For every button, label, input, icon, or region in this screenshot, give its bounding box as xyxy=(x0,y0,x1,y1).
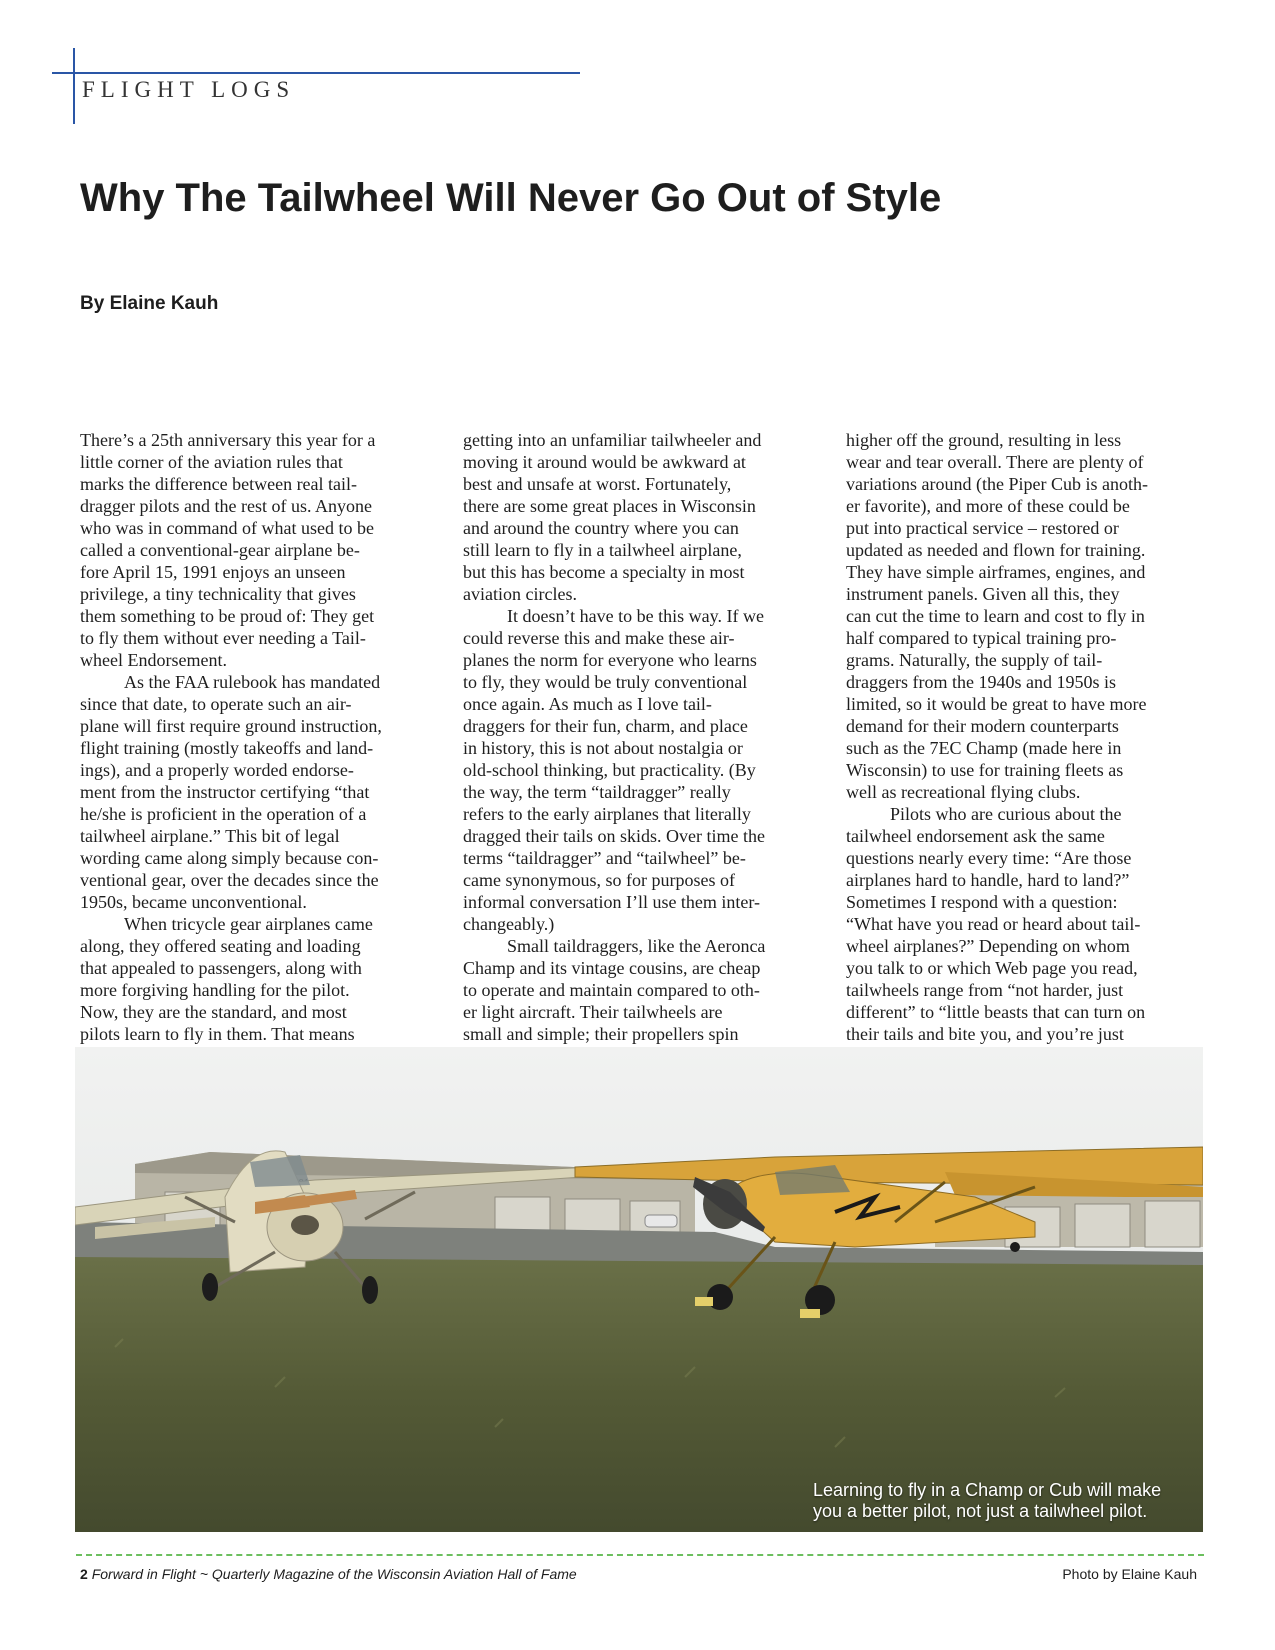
page-number: 2 xyxy=(80,1566,88,1582)
article-photo xyxy=(75,1047,1203,1532)
header-rule-vertical xyxy=(73,48,75,124)
text-column-3 xyxy=(846,429,1191,1045)
header-rule xyxy=(52,72,580,74)
text-column-2 xyxy=(463,429,808,1045)
paragraph: Small taildraggers, like the Aeronca Champ and its vintage cousins, are cheap to operate and maintain compared to oth- er light aircraft. Their tailwheels are small and simple; their propellers spin xyxy=(463,936,766,1044)
photo-credit: Photo by Elaine Kauh xyxy=(1062,1566,1197,1582)
section-label: FLIGHT LOGS xyxy=(82,77,296,102)
byline: By Elaine Kauh xyxy=(80,293,219,314)
paragraph: When tricycle gear airplanes came along, they offered seating and loading that appealed to passengers, along with more forgiving handling for the pilot. Now, they are the standard, and most pilots learn to fly in them. That means xyxy=(80,914,373,1044)
paragraph: higher off the ground, resulting in less wear and tear overall. There are plenty of variations around (the Piper Cub is anoth- er favorite), and more of these could be put into practical service – restored or updated as needed and flown for training. They have simple airframes, engines, and instrument panels. Given all this, they can cut the time to learn and cost to fly in half compared to typical training pro- grams. Naturally, the supply of tail- draggers from the 1940s and 1950s is limited, so it would be great to have more demand for their modern counterparts such as the 7EC Champ (made here in Wisconsin) to use for training fleets as well as recreational flying clubs. xyxy=(846,430,1148,802)
text-column-1 xyxy=(80,429,425,1045)
article-title: Why The Tailwheel Will Never Go Out of Style xyxy=(80,176,942,220)
paragraph: As the FAA rulebook has mandated since that date, to operate such an air- plane will first require ground instruction, flight training (mostly takeoffs and land- ings), and a properly worded endorse- ment from the instructor certifying “that he/she is proficient in the operation of a tailwheel airplane.” This bit of legal wording came along simply because con- ventional gear, over the decades since the 1950s, became unconventional. xyxy=(80,672,382,912)
footer-publication xyxy=(80,1566,577,1582)
photo-caption: Learning to fly in a Champ or Cub will make you a better pilot, not just a tailwheel pilot. xyxy=(813,1480,1162,1521)
airplanes-photo-illustration xyxy=(75,1047,1203,1532)
paragraph: There’s a 25th anniversary this year for a little corner of the aviation rules that marks the difference between real tail- dragger pilots and the rest of us. Anyone who was in command of what used to be called a conventional-gear airplane be- fore April 15, 1991 enjoys an unseen privilege, a tiny technicality that gives them something to be proud of: They get to fly them without ever needing a Tail- wheel Endorsement. xyxy=(80,430,376,670)
paragraph: getting into an unfamiliar tailwheeler and moving it around would be awkward at best and unsafe at worst. Fortunately, there are some great places in Wisconsin and around the country where you can still learn to fly in a tailwheel airplane, but this has become a specialty in most aviation circles. xyxy=(463,430,762,604)
magazine-name: Forward in Flight ~ Quarterly Magazine of the Wisconsin Aviation Hall of Fame xyxy=(91,1566,577,1582)
paragraph: It doesn’t have to be this way. If we could reverse this and make these air- planes the norm for everyone who learns to fly, they would be truly conventional once again. As much as I love tail- draggers for their fun, charm, and place in history, this is not about nostalgia or old-school thinking, but practicality. (By the way, the term “taildragger” really refers to the early airplanes that literally dragged their tails on skids. Over time the terms “taildragger” and “tailwheel” be- came synonymous, so for purposes of informal conversation I’ll use them inter- changeably.) xyxy=(463,606,765,934)
paragraph: Pilots who are curious about the tailwheel endorsement ask the same questions nearly every time: “Are those airplanes hard to handle, hard to land?” Sometimes I respond with a question: “What have you read or heard about tail- wheel airplanes?” Depending on whom you talk to or which Web page you read, tailwheels range from “not harder, just different” to “little beasts that can turn on their tails and bite you, and you’re just xyxy=(846,804,1146,1044)
footer-divider xyxy=(76,1554,1204,1556)
